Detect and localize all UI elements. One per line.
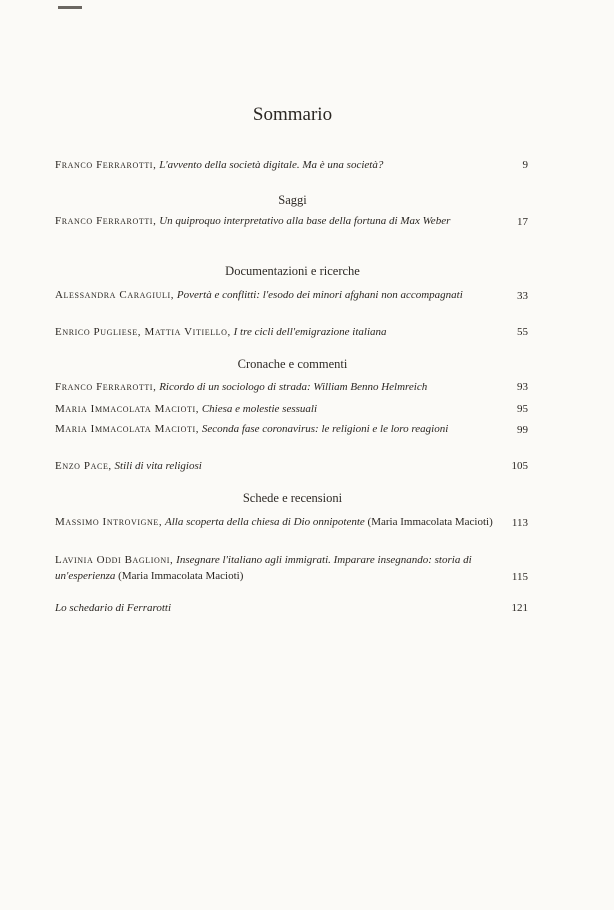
- toc-work-title: Chiesa e molestie sessuali: [201, 403, 317, 415]
- toc-work-title: Lo schedario di Ferrarotti: [55, 602, 172, 614]
- toc-entry-text: [55, 380, 495, 396]
- toc-entry[interactable]: [55, 601, 530, 617]
- section-heading-schede: Schede e recensioni: [242, 491, 343, 505]
- toc-author: Alessandra Caragiuli,: [55, 289, 175, 301]
- toc-author: Franco Ferrarotti,: [55, 159, 157, 171]
- toc-entry[interactable]: [55, 158, 530, 174]
- section-heading-saggi: Saggi: [278, 193, 307, 207]
- toc-page-number: 121: [511, 602, 528, 614]
- toc-entry-text: [55, 325, 495, 341]
- toc-page-number: 105: [511, 460, 528, 472]
- toc-page-number: 33: [517, 290, 528, 302]
- toc-entry[interactable]: [55, 459, 530, 475]
- toc-entry-text: [55, 601, 495, 617]
- toc-work-title: Alla scoperta della chiesa di Dio onnipotente: [164, 516, 365, 528]
- toc-entry-text: [55, 158, 495, 174]
- page-title: Sommario: [252, 104, 333, 125]
- toc-entry-text: [55, 459, 495, 475]
- toc-entry[interactable]: [55, 288, 530, 304]
- toc-author: Franco Ferrarotti,: [55, 381, 157, 393]
- toc-author: Maria Immacolata Macioti,: [55, 403, 200, 415]
- toc-entry-text: [55, 515, 495, 531]
- toc-page-number: 113: [511, 517, 528, 529]
- toc-reviewer: (Maria Immacolata Macioti): [118, 569, 244, 582]
- toc-author: Massimo Introvigne,: [55, 516, 163, 528]
- toc-entry[interactable]: [55, 402, 530, 418]
- section-heading-cronache: Cronache e commenti: [237, 357, 348, 371]
- toc-entry[interactable]: [55, 380, 530, 396]
- toc-work-title: I tre cicli dell'emigrazione italiana: [233, 326, 387, 338]
- toc-entry[interactable]: [55, 553, 530, 584]
- toc-work-title: Un quiproquo interpretativo alla base della fortuna di Max Weber: [159, 215, 451, 227]
- toc-entry-text: [55, 402, 495, 418]
- toc-page-number: 93: [517, 381, 528, 393]
- toc-work-title: Insegnare l'italiano agli immigrati. Imparare insegnando: storia di un'esperienza: [55, 554, 472, 582]
- toc-entry[interactable]: [55, 214, 530, 230]
- toc-entry[interactable]: [55, 422, 530, 438]
- toc-reviewer: (Maria Immacolata Macioti): [367, 516, 493, 528]
- toc-page-number: 115: [511, 570, 528, 583]
- toc-page-number: 95: [517, 403, 528, 415]
- toc-work-title: Stili di vita religiosi: [114, 460, 202, 472]
- toc-entry-text: [55, 214, 495, 230]
- toc-page-number: 9: [522, 159, 528, 171]
- toc-entry-text: [55, 288, 495, 304]
- toc-page-number: 55: [517, 326, 528, 338]
- toc-author: Maria Immacolata Macioti,: [55, 423, 200, 435]
- section-heading-documentazioni: Documentazioni e ricerche: [225, 264, 360, 278]
- toc-entry[interactable]: [55, 325, 530, 341]
- toc-entry[interactable]: [55, 515, 530, 531]
- toc-work-title: Povertà e conflitti: l'esodo dei minori afghani non accompagnati: [176, 289, 463, 301]
- toc-page-number: 99: [517, 424, 528, 436]
- toc-entry-text: [55, 422, 495, 438]
- toc-author: Enrico Pugliese, Mattia Vitiello,: [55, 326, 231, 338]
- toc-author: Enzo Pace,: [55, 460, 112, 472]
- toc-work-title: Ricordo di un sociologo di strada: William Benno Helmreich: [159, 381, 428, 393]
- toc-page-number: 17: [517, 216, 528, 228]
- toc-author: Franco Ferrarotti,: [55, 215, 157, 227]
- top-rule-mark: [58, 6, 82, 9]
- toc-work-title: Seconda fase coronavirus: le religioni e le loro reagioni: [201, 423, 449, 435]
- toc-author: Lavinia Oddi Baglioni,: [55, 554, 174, 566]
- toc-work-title: L'avvento della società digitale. Ma è una società?: [159, 159, 384, 171]
- toc-entry-text: [55, 553, 495, 584]
